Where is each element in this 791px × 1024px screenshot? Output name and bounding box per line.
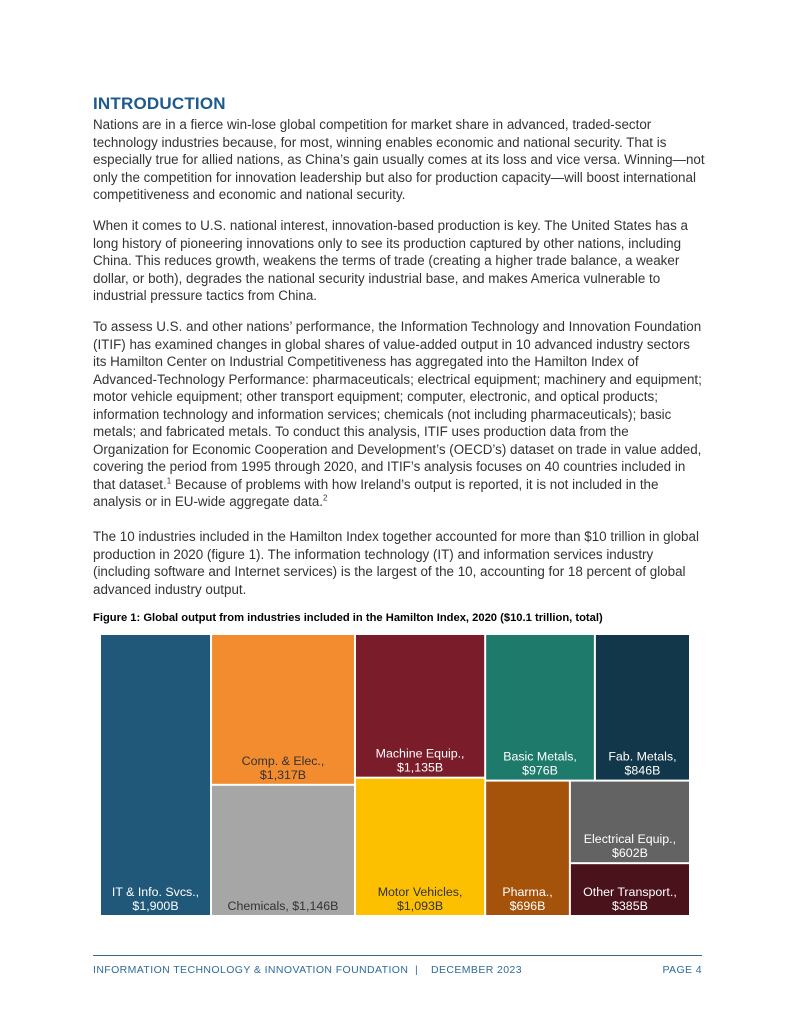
treemap-cell-chemicals [212,786,354,915]
treemap-label-comp-elec-1: Comp. & Elec., [241,753,325,768]
treemap-cell-fab-metals [596,635,689,780]
treemap-label-fab-metals-2: $846B [624,763,661,778]
treemap-cell-machine-equip [356,635,484,777]
footer-separator: | [415,964,419,976]
treemap-label-machine-equip-1: Machine Equip., [375,746,465,761]
paragraph-1: Nations are in a fierce win-lose global competition for market share in advanced, traded-sector technology industries because, for most, winning enables economic and national security. That is especially true for allied nations, as China’s gain usually comes at its loss and vice versa. Winning—not only the competition for innovation leadership but also for production capacity—will boost international competitiveness and economic and national security. [93,117,705,202]
treemap-label-machine-equip-2: $1,135B [396,760,444,775]
treemap-cell-motor-vehicles [356,779,484,915]
treemap-label-motor-vehicles-2: $1,093B [396,899,444,913]
treemap-cell-pharma [486,782,569,915]
treemap-label-comp-elec-2: $1,317B [259,767,307,782]
treemap-cell-it-info-svcs [101,635,210,915]
treemap-cell-comp-elec [212,635,354,784]
treemap-label-pharma-2: $696B [509,899,546,913]
treemap-label-fab-metals-1: Fab. Metals, [608,749,677,764]
treemap-label-basic-metals-2: $976B [522,763,558,778]
treemap-label-other-transport-1: Other Transport., [583,885,677,899]
treemap-label-it-info-svcs-1: IT & Info. Svcs., [111,885,200,899]
treemap-cell-basic-metals [486,635,594,780]
page-footer [93,964,702,978]
treemap-rect-chemicals [212,786,354,915]
treemap-label-electrical-equip-1: Electrical Equip., [583,832,677,847]
treemap-cell-other-transport [571,864,689,915]
treemap-cell-electrical-equip [571,782,689,863]
footer-organization: INFORMATION TECHNOLOGY & INNOVATION FOUNDATION [93,964,409,976]
footnote-ref-1[interactable]: 1 [166,476,172,486]
section-heading: INTRODUCTION [93,94,226,113]
treemap-label-it-info-svcs-2: $1,900B [132,899,179,913]
paragraph-4: The 10 industries included in the Hamilton Index together accounted for more than $10 trillion in global production in 2020 (figure 1). The information technology (IT) and information services industry (including software and Internet services) is the largest of the 10, accounting for 18 percent of global advanced industry output. [93,529,699,597]
treemap-label-electrical-equip-2: $602B [612,846,648,861]
paragraph-2: When it comes to U.S. national interest, innovation-based production is key. The United States has a long history of pioneering innovations only to see its production captured by other nations, including China. This reduces growth, weakens the terms of trade (creating a higher trade balance, a weaker dollar, or both), degrades the national security industrial base, and makes America vulnerable to industrial pressure tactics from China. [93,218,688,303]
treemap-label-basic-metals-1: Basic Metals, [503,749,577,764]
treemap-label-chemicals-1: Chemicals, $1,146B [227,899,339,913]
paragraph-3-part-1: To assess U.S. and other nations’ performance, the Information Technology and Innovation Foundation (ITIF) has examined changes in global shares of value-added output in 10 advanced industry sectors its Hamilton Center on Industrial Competitiveness has aggregated into the Hamilton Index of Advanced-Technology Performance: pharmaceuticals; electrical equipment; machinery and equipment; motor vehicle equipment; other transport equipment; computer, electronic, and optical products; information technology and information services; chemicals (not including pharmaceuticals); basic metals; and fabricated metals. To conduct this analysis, ITIF uses production data from the Organization for Economic Cooperation and Development’s (OECD’s) dataset on trade in value added, covering the period from 1995 through 2020, and ITIF’s analysis focuses on 40 countries included in that dataset. [93,319,702,492]
figure-caption: Figure 1: Global output from industries included in the Hamilton Index, 2020 ($10.1 trillion, total) [93,612,603,624]
paragraph-3-part-2: Because of problems with how Ireland’s output is reported, it is not included in the analysis or in EU-wide aggregate data. [93,476,659,509]
treemap-label-motor-vehicles-1: Motor Vehicles, [377,885,463,899]
footer-page-number: PAGE 4 [662,964,702,976]
footnote-ref-2[interactable]: 2 [323,493,328,503]
treemap-label-other-transport-2: $385B [612,899,648,913]
treemap-rect-it-info-svcs [101,635,210,915]
treemap-label-pharma-1: Pharma., [502,885,553,899]
footer-date: DECEMBER 2023 [431,964,522,976]
footer-rule [93,955,702,956]
